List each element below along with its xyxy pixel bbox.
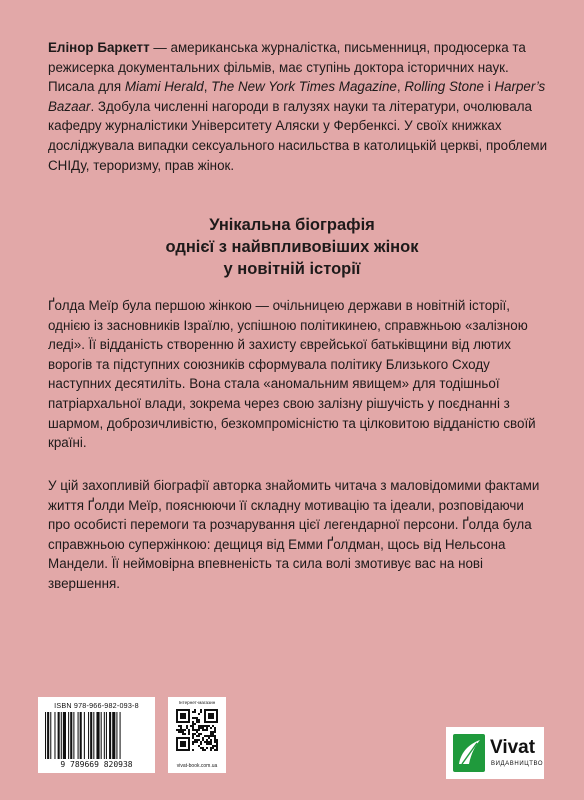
- author-name: Елінор Баркетт: [48, 40, 150, 55]
- qr-block: [168, 697, 226, 773]
- publication-miami-herald: Miami Herald: [124, 79, 204, 95]
- barcode-icon: [44, 712, 149, 759]
- publication-harpers-bazaar: Harper’s Bazaar: [48, 79, 546, 114]
- qr-caption-top: Інтернет-магазин: [178, 700, 216, 705]
- publisher-logo: [446, 727, 544, 779]
- publisher-subtitle: ВИДАВНИЦТВО: [491, 761, 544, 767]
- author-bio: [48, 38, 548, 175]
- heading-line-3: у новітній історії: [223, 260, 361, 278]
- blurb-heading: [40, 214, 544, 280]
- bio-text-1: — американська журналістка, письменниця, продюсерка та режисерка документальних фільмів, має ступінь доктора історичних наук. Писала для: [48, 40, 526, 95]
- bio-separator: ,: [203, 79, 212, 95]
- isbn-label: ISBN 978-966-982-093-8: [54, 701, 139, 710]
- bio-separator: ,: [396, 79, 405, 95]
- bio-text-2: . Здобула численні нагороди в галузях науки та літератури, очолювала кафедру журналістики Університету Аляски у Фербенксі. У своїх книжках досліджувала випадки сексуального насильства в католицькій церкві, проблеми СНІДу, тероризму, прав жінок.: [48, 98, 548, 173]
- isbn-barcode-block: [38, 697, 155, 773]
- publication-rolling-stone: Rolling Stone: [404, 79, 484, 95]
- heading-line-1: Унікальна біографія: [209, 216, 375, 234]
- barcode-digits: 9 789669 820938: [60, 760, 133, 769]
- qr-caption-url: vivat-book.com.ua: [176, 763, 218, 769]
- publisher-name: Vivat: [490, 737, 536, 758]
- description-paragraph-2: У цій захопливій біографії авторка знайомить читача з маловідомими фактами життя Ґолди Меїр, пояснюючи її складну мотивацію та ідеали, розповідаючи про особисті перемоги та розчарування цієї легендарної персони. Ґолда була справжньою супержінкою: дещиця від Емми Ґолдман, щось від Нельсона Мандели. Її неймовірна впевненість та сила волі змотивує вас на нові звершення.: [48, 478, 540, 591]
- heading-line-2: однієї з найвпливовіших жінок: [165, 238, 419, 256]
- qr-code-icon: [176, 709, 218, 751]
- publication-nyt-magazine: The New York Times Magazine: [211, 79, 397, 95]
- description-paragraph-1: Ґолда Меїр була першою жінкою — очільницею держави в новітній історії, однією із засновників Ізраїлю, успішною політикинею, справжньою «залізною леді». Її відданість створенню й захисту єврейської батьківщини від лютих ворогів та підступних союзників сформувала політику Близького Сходу наступних десятиліть. Вона стала «аномальним явищем» для тодішньої патріархальної влади, зокрема через свою залізну рішучість у поєднанні з шармом, доброзичливістю, безкомпромісністю та цілковитою відданістю своїй країні.: [48, 298, 536, 451]
- bio-separator: і: [483, 79, 495, 95]
- vivat-leaf-icon: [453, 734, 485, 772]
